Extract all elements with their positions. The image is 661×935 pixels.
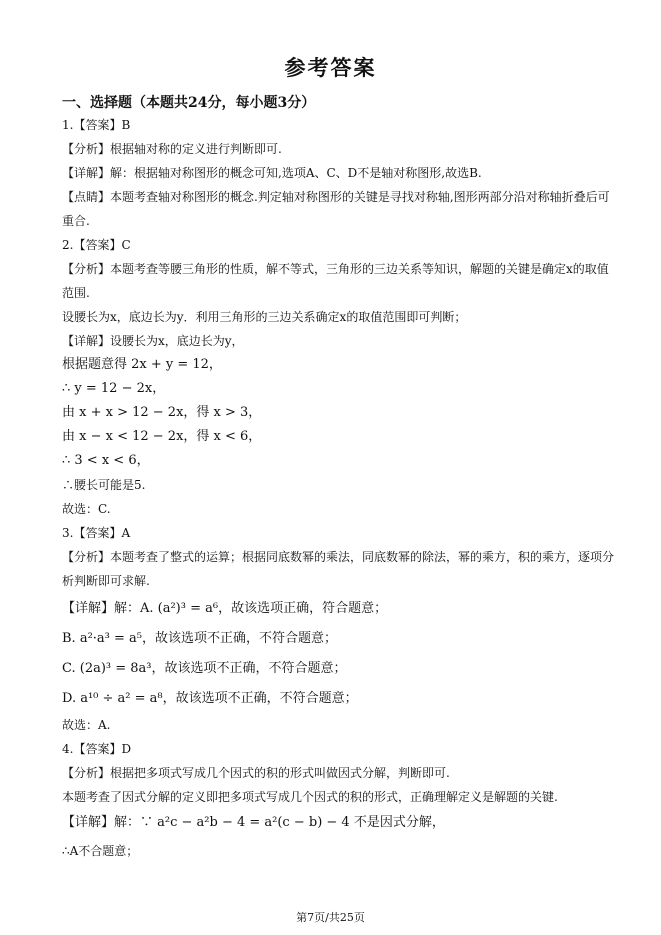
analysis-line: 范围.	[62, 286, 90, 300]
detail-line: 【详解】设腰长为x，底边长为y，	[62, 334, 244, 348]
page-footer: 第7页/共25页	[296, 911, 365, 924]
choice-line: 故选：A.	[62, 718, 111, 732]
analysis-line: 【分析】根据把多项式写成几个因式的积的形式叫做因式分解，判断即可.	[62, 766, 450, 780]
analysis-line: 【分析】本题考查了整式的运算；根据同底数幂的乘法，同底数幂的除法，幂的乘方，积的乘方，逐项分	[62, 550, 615, 564]
analysis-line: 【分析】根据轴对称的定义进行判断即可.	[62, 142, 282, 156]
answer-line: 2.【答案】C	[62, 238, 131, 252]
comment-line: 【点睛】本题考查轴对称图形的概念.判定轴对称图形的关键是寻找对称轴,图形两部分沿对称轴折叠后可	[62, 190, 610, 204]
analysis-line: 设腰长为x，底边长为y．利用三角形的三边关系确定x的取值范围即可判断；	[62, 310, 467, 324]
answer-line: 1.【答案】B	[62, 118, 131, 132]
choice-line: 故选：C.	[62, 502, 111, 516]
answer-line: 4.【答案】D	[62, 742, 132, 756]
analysis-line: 【分析】本题考查等腰三角形的性质，解不等式，三角形的三边关系等知识，解题的关键是确定x的取值	[62, 262, 609, 276]
equation-line: 由 x − x < 12 − 2x，得 x < 6，	[62, 429, 262, 444]
analysis-line: 析判断即可求解.	[62, 574, 150, 588]
detail-line: 【详解】解：根据轴对称图形的概念可知,选项A、C、D不是轴对称图形,故选B.	[62, 166, 482, 180]
answer-line: 3.【答案】A	[62, 526, 131, 540]
equation-line: B. a²·a³ = a⁵，故该选项不正确，不符合题意；	[62, 631, 337, 646]
equation-line: ∴ 3 < x < 6，	[62, 453, 150, 468]
section-title: 一、选择题（本题共24分，每小题3分）	[62, 95, 316, 111]
analysis-line: 本题考查了因式分解的定义即把多项式写成几个因式的积的形式，正确理解定义是解题的关键.	[62, 790, 558, 804]
equation-line: ∴ y = 12 − 2x，	[62, 381, 166, 396]
conclusion-line: ∴腰长可能是5.	[62, 478, 146, 492]
equation-line: 由 x + x > 12 − 2x，得 x > 3，	[62, 405, 262, 420]
page-title: 参考答案	[284, 55, 377, 80]
equation-line: C. (2a)³ = 8a³，故该选项不正确，不符合题意；	[62, 661, 347, 676]
conclusion-line: ∴A不合题意；	[62, 844, 139, 858]
comment-line: 重合.	[62, 214, 90, 228]
equation-line: 【详解】解：A. (a²)³ = a⁶，故该选项正确，符合题意；	[62, 601, 388, 616]
equation-line: D. a¹⁰ ÷ a² = a⁸，故该选项不正确，不符合题意；	[62, 691, 358, 706]
equation-line: 根据题意得 2x + y = 12，	[62, 357, 222, 372]
equation-line: 【详解】解：∵ a²c − a²b − 4 = a²(c − b) − 4 不是因式分解，	[62, 815, 445, 830]
